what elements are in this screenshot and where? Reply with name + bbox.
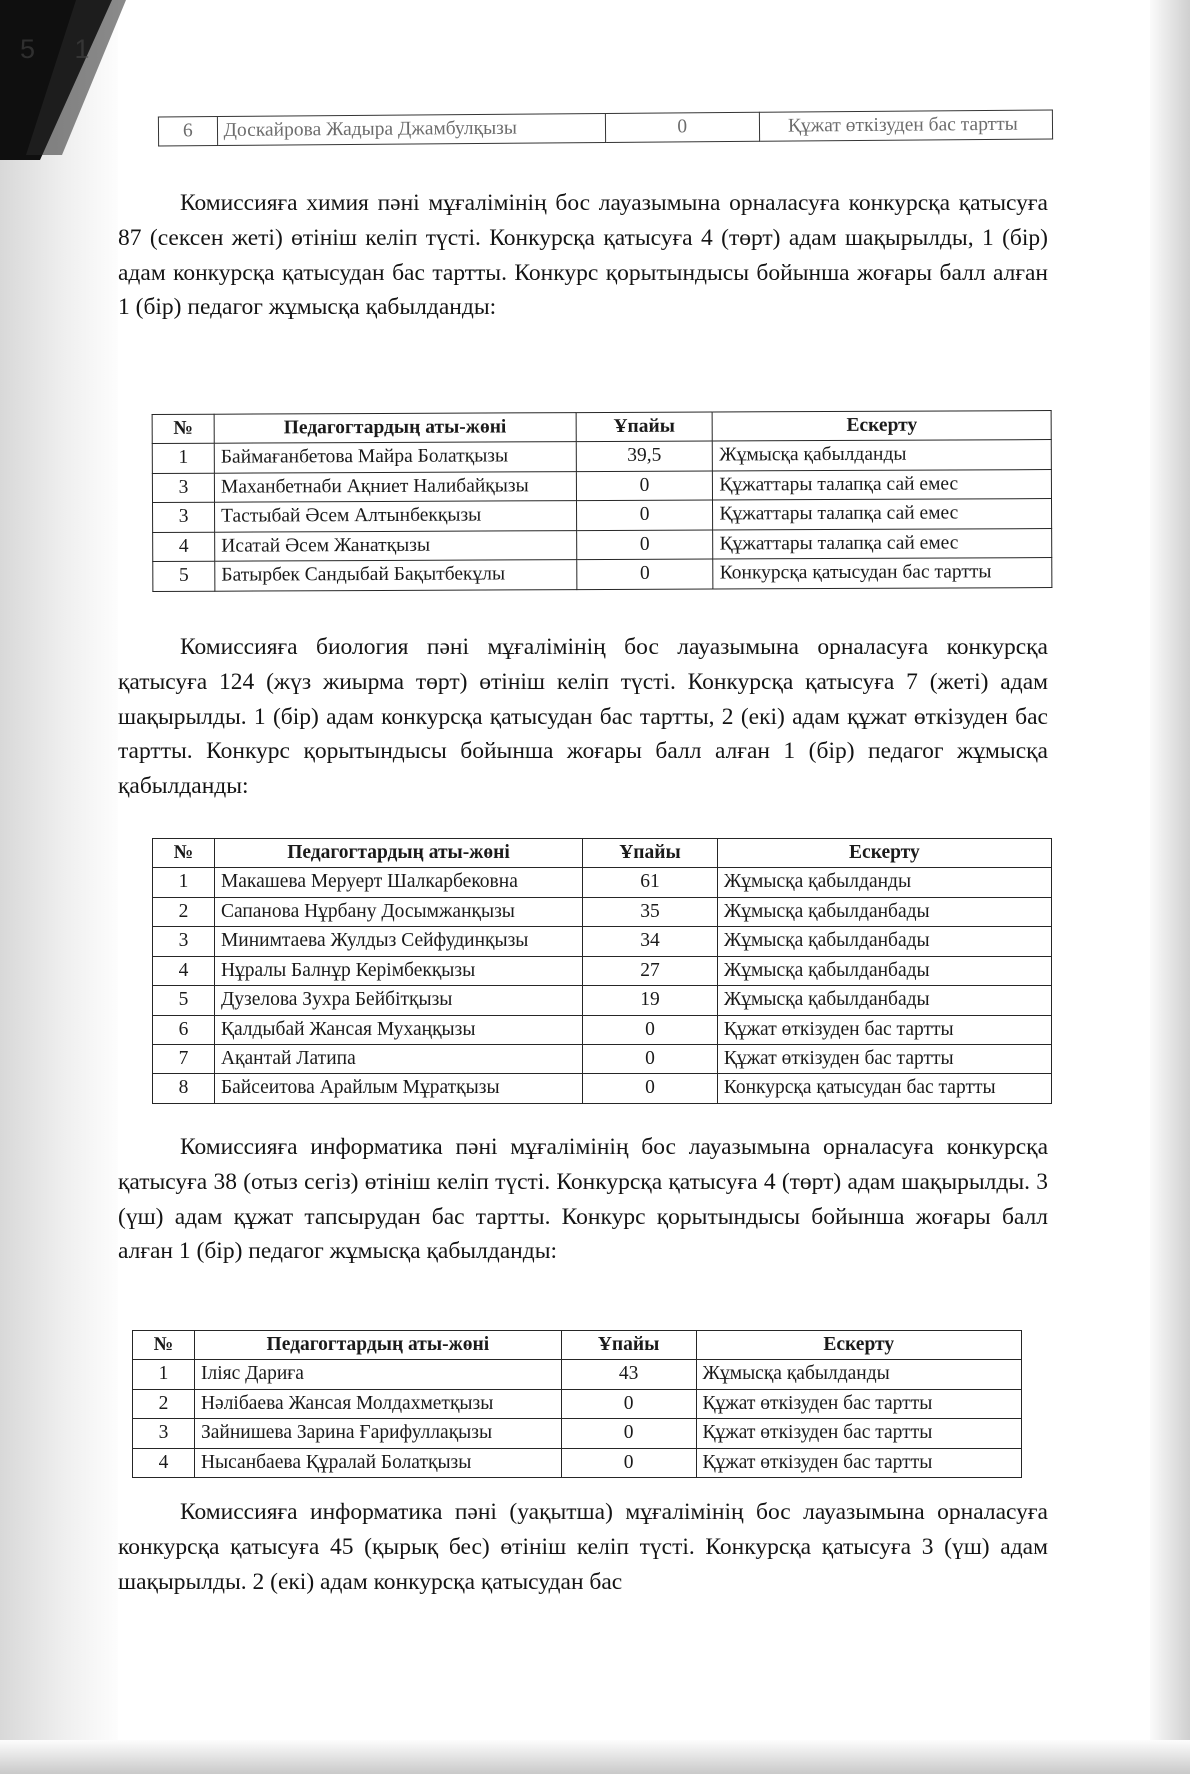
row-number: 3: [152, 473, 214, 503]
row-number: 8: [153, 1074, 215, 1103]
header-number: №: [152, 414, 214, 444]
scan-bottom-edge-shadow: [0, 1740, 1190, 1774]
scan-left-edge-shadow: [0, 0, 118, 1774]
paragraph-informatics-temporary-block: [118, 1495, 1048, 1599]
header-number: №: [153, 839, 215, 868]
table-row: [153, 528, 1052, 561]
header-note: Ескерту: [696, 1331, 1021, 1360]
row-note: Жұмысқа қабылданды: [713, 440, 1052, 471]
table-row: [152, 440, 1051, 473]
table-header-row: [133, 1331, 1022, 1360]
header-score: Ұпайы: [576, 412, 713, 442]
row-number: 1: [133, 1360, 195, 1389]
row-note: Жұмысқа қабылданды: [696, 1360, 1021, 1389]
row-note: Құжат өткізуден бас тартты: [759, 110, 1052, 142]
row-number: 4: [133, 1448, 195, 1477]
scan-smudge-text: 5 1: [20, 34, 106, 64]
row-note: Конкурсқа қатысудан бас тартты: [717, 1074, 1051, 1103]
paragraph-chemistry-block: [118, 186, 1048, 325]
row-score: 0: [576, 559, 713, 589]
row-score: 0: [561, 1389, 696, 1418]
row-note: Жұмысқа қабылданбады: [717, 956, 1051, 985]
row-name: Қалдыбай Жансая Мухаңқызы: [214, 1015, 582, 1044]
row-note: Жұмысқа қабылданбады: [717, 897, 1051, 926]
table-informatics: [132, 1330, 1032, 1478]
row-name: Исатай Әсем Жанатқызы: [215, 530, 577, 561]
row-score: 61: [583, 868, 718, 897]
table-row: [133, 1419, 1022, 1448]
header-number: №: [133, 1331, 195, 1360]
row-number: 5: [153, 986, 215, 1015]
row-name: Іліяс Дариға: [194, 1360, 561, 1389]
table-row: [133, 1448, 1022, 1477]
row-note: Құжат өткізуден бас тартты: [717, 1015, 1051, 1044]
header-score: Ұпайы: [561, 1331, 696, 1360]
table-row: [153, 558, 1052, 591]
scan-right-edge-shadow: [1150, 0, 1190, 1774]
row-name: Нысанбаева Құралай Болатқызы: [194, 1448, 561, 1477]
row-score: 0: [583, 1074, 718, 1103]
paragraph-informatics-block: [118, 1130, 1048, 1269]
row-name: Нұралы Балнұр Керімбекқызы: [214, 956, 582, 985]
table-row: [153, 986, 1052, 1015]
table-row: [158, 110, 1052, 146]
paragraph-chemistry: Комиссияға химия пәні мұғалімінің бос лауазымына орналасуға конкурсқа қатысуға 87 (сексен жеті) өтініш келіп түсті. Конкурсқа қатысуға 4 (төрт) адам шақырылды, 1 (бір) адам конкурсқа қатысудан бас тартты. Конкурс қорытындысы бойынша жоғары балл алған 1 (бір) педагог жұмысқа қабылданды:: [118, 190, 1048, 321]
row-note: Құжаттары талапқа сай емес: [713, 499, 1052, 530]
paragraph-informatics-temporary: Комиссияға информатика пәні (уақытша) мұғалімінің бос лауазымына орналасуға конкурсқа қатысуға 45 (қырық бес) өтініш келіп түсті. Конкурсқа қатысуға 3 (үш) адам шақырылды. 2 (екі) адам конкурсқа қатысудан бас: [118, 1499, 1048, 1595]
row-number: 5: [153, 561, 215, 591]
row-number: 3: [153, 927, 215, 956]
row-score: 27: [583, 956, 718, 985]
row-number: 2: [133, 1389, 195, 1418]
row-score: 0: [576, 530, 713, 560]
table-chemistry: [152, 410, 1053, 591]
paragraph-biology-block: [118, 630, 1048, 804]
row-score: 19: [583, 986, 718, 1015]
row-number: 3: [133, 1419, 195, 1448]
row-number: 6: [158, 117, 217, 147]
row-score: 0: [576, 471, 713, 501]
table-row: [133, 1360, 1022, 1389]
header-note: Ескерту: [713, 411, 1052, 442]
header-name: Педагогтардың аты-жөні: [214, 839, 582, 868]
table-header-row: [153, 839, 1052, 868]
table-row: [133, 1389, 1022, 1418]
table-row: [153, 1044, 1052, 1073]
table-row: [153, 868, 1052, 897]
row-name: Минимтаева Жулдыз Сейфудинқызы: [214, 927, 582, 956]
row-number: 1: [152, 444, 214, 474]
continued-table: [158, 109, 1053, 146]
row-number: 1: [153, 868, 215, 897]
table-row: [153, 897, 1052, 926]
row-score: 43: [561, 1360, 696, 1389]
header-note: Ескерту: [717, 839, 1051, 868]
table-biology: [152, 838, 1052, 1104]
row-name: Макашева Меруерт Шалкарбековна: [214, 868, 582, 897]
table-row: [153, 1015, 1052, 1044]
row-name: Байсеитова Арайлым Мұратқызы: [214, 1074, 582, 1103]
row-score: 39,5: [576, 441, 713, 471]
row-name: Маханбетнаби Ақниет Налибайқызы: [214, 471, 576, 502]
row-name: Зайнишева Зарина Ғарифуллақызы: [194, 1419, 561, 1448]
table-row: [153, 499, 1052, 532]
row-note: Құжаттары талапқа сай емес: [713, 469, 1052, 500]
row-score: 0: [561, 1448, 696, 1477]
row-name: Нәлібаева Жансая Молдахметқызы: [194, 1389, 561, 1418]
row-score: 34: [583, 927, 718, 956]
row-score: 0: [576, 500, 713, 530]
table-row: [152, 469, 1051, 502]
row-name: Тастыбай Әсем Алтынбекқызы: [215, 501, 577, 532]
table-header-row: [152, 411, 1051, 444]
row-number: 4: [153, 532, 215, 562]
header-name: Педагогтардың аты-жөні: [194, 1331, 561, 1360]
row-note: Құжаттары талапқа сай емес: [713, 528, 1052, 559]
row-note: Конкурсқа қатысудан бас тартты: [713, 558, 1052, 589]
row-note: Құжат өткізуден бас тартты: [717, 1044, 1051, 1073]
row-note: Құжат өткізуден бас тартты: [696, 1419, 1021, 1448]
row-score: 0: [583, 1015, 718, 1044]
row-score: 35: [583, 897, 718, 926]
row-name: Сапанова Нұрбану Досымжанқызы: [214, 897, 582, 926]
row-note: Жұмысқа қабылданды: [717, 868, 1051, 897]
row-score: 0: [561, 1419, 696, 1448]
row-number: 3: [153, 502, 215, 532]
row-name: Баймағанбетова Майра Болатқызы: [214, 442, 576, 473]
table-row: [153, 1074, 1052, 1103]
row-note: Құжат өткізуден бас тартты: [696, 1389, 1021, 1418]
paragraph-biology: Комиссияға биология пәні мұғалімінің бос лауазымына орналасуға конкурсқа қатысуға 124 (жүз жиырма төрт) өтініш келіп түсті. Конкурсқа қатысуға 7 (жеті) адам шақырылды. 1 (бір) адам конкурсқа қатысудан бас тартты, 2 (екі) адам құжат өткізуден бас тартты. Конкурс қорытындысы бойынша жоғары балл алған 1 (бір) педагог жұмысқа қабылданды:: [118, 634, 1048, 800]
row-number: 6: [153, 1015, 215, 1044]
row-number: 7: [153, 1044, 215, 1073]
row-score: 0: [583, 1044, 718, 1073]
header-score: Ұпайы: [583, 839, 718, 868]
row-note: Жұмысқа қабылданбады: [717, 986, 1051, 1015]
row-number: 2: [153, 897, 215, 926]
row-number: 4: [153, 956, 215, 985]
row-name: Ақантай Латипа: [214, 1044, 582, 1073]
row-note: Жұмысқа қабылданбады: [717, 927, 1051, 956]
row-note: Құжат өткізуден бас тартты: [696, 1448, 1021, 1477]
row-name: Доскайрова Жадыра Джамбулқызы: [217, 114, 605, 146]
table-row: [153, 927, 1052, 956]
paragraph-informatics: Комиссияға информатика пәні мұғалімінің бос лауазымына орналасуға конкурсқа қатысуға 38 (отыз сегіз) өтініш келіп түсті. Конкурсқа қатысуға 4 (төрт) адам шақырылды. 3 (үш) адам құжат тапсырудан бас тартты. Конкурс қорытындысы бойынша жоғары балл алған 1 (бір) педагог жұмысқа қабылданды:: [118, 1134, 1048, 1265]
header-name: Педагогтардың аты-жөні: [214, 413, 576, 444]
row-name: Батырбек Сандыбай Бақытбекұлы: [215, 560, 577, 591]
table-row: [153, 956, 1052, 985]
row-name: Дузелова Зухра Бейбітқызы: [214, 986, 582, 1015]
row-score: 0: [605, 112, 759, 143]
